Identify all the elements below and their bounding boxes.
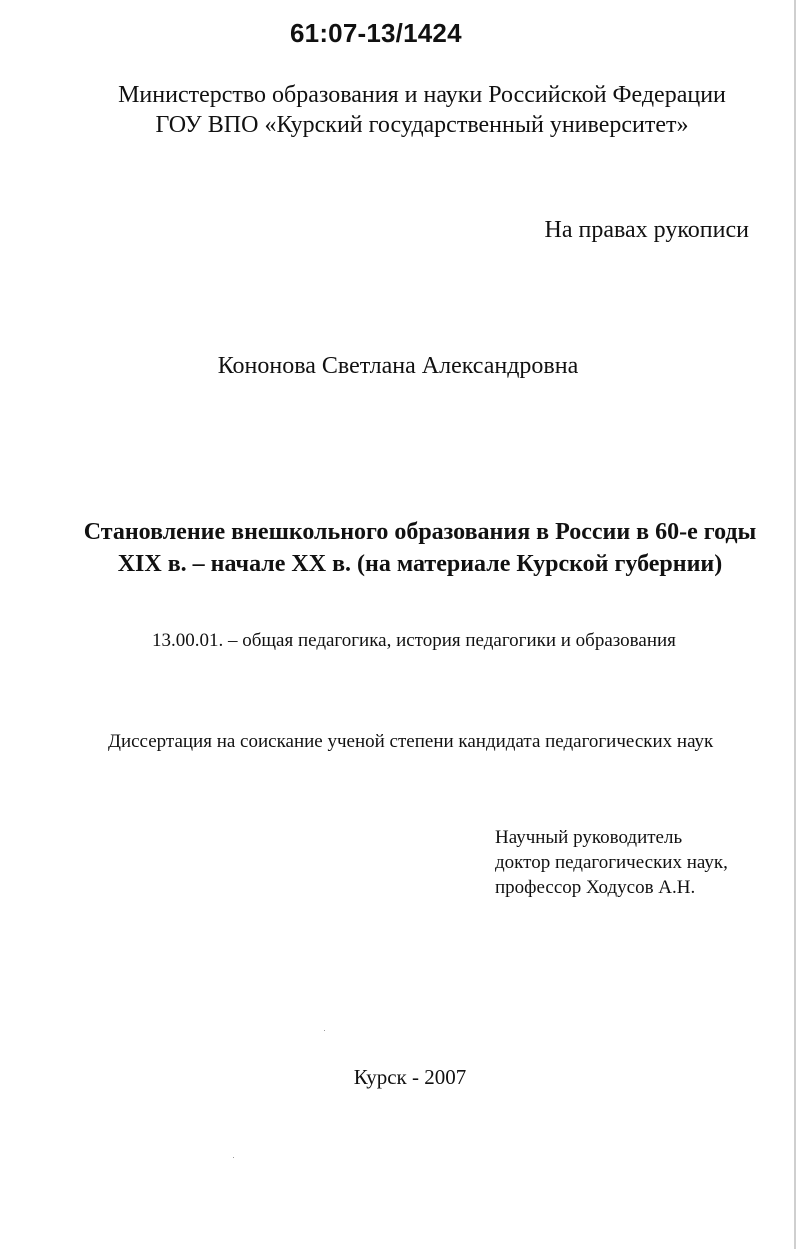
dissertation-type: Диссертация на соискание ученой степени кандидата педагогических наук: [108, 731, 714, 752]
city-year: Курск - 2007: [353, 1065, 467, 1089]
university-name: ГОУ ВПО «Курский государственный университет»: [155, 112, 689, 138]
dissertation-title: [0, 516, 796, 580]
title-line-1: Становление внешкольного образования в России в 60-е годы: [83, 519, 757, 545]
specialty-code: 13.00.01. – общая педагогика, история педагогики и образования: [152, 630, 676, 651]
archive-stamp: 61:07-13/1424: [290, 18, 462, 48]
author-name: Кононова Светлана Александровна: [217, 353, 579, 379]
supervisor-role: Научный руководитель: [495, 827, 683, 848]
supervisor-block: [495, 825, 728, 900]
supervisor-degree: доктор педагогических наук,: [495, 852, 728, 873]
scan-speck: [233, 1157, 234, 1158]
title-line-2: XIX в. – начале XX в. (на материале Курской губернии): [117, 551, 723, 577]
institution-header: [0, 80, 796, 140]
ministry-name: Министерство образования и науки Российской Федерации: [118, 82, 726, 108]
supervisor-name: профессор Ходусов А.Н.: [495, 877, 696, 898]
scan-speck: [324, 1030, 325, 1031]
manuscript-note: На правах рукописи: [544, 217, 749, 243]
